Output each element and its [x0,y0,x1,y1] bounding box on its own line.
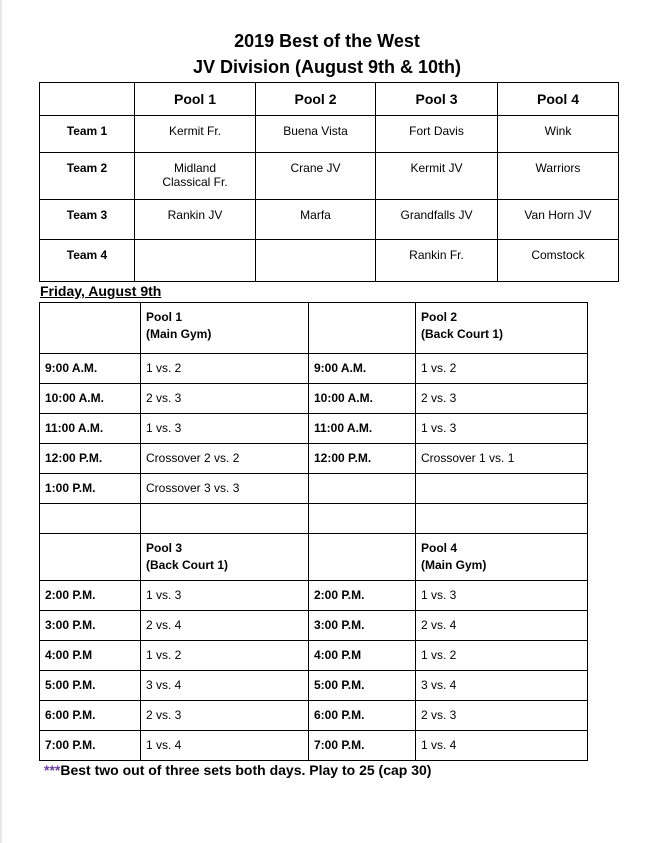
match-cell: 1 vs. 2 [416,641,588,671]
empty-cell [309,303,416,354]
match-row [40,671,588,701]
day-heading: Friday, August 9th [40,283,162,299]
team-row [40,116,619,153]
team-cell: Grandfalls JV [376,200,498,240]
match-cell: 2 vs. 4 [141,611,309,641]
team-label: Team 1 [40,116,135,153]
match-cell: 1 vs. 2 [141,354,309,384]
team-row [40,153,619,200]
match-cell: 2 vs. 3 [141,384,309,414]
match-cell: 1 vs. 4 [141,731,309,761]
pool-name: Pool 2 [421,310,458,324]
time-cell [40,504,141,534]
match-row [40,611,588,641]
time-cell: 10:00 A.M. [40,384,141,414]
time-cell: 3:00 P.M. [309,611,416,641]
match-cell: 2 vs. 3 [416,701,588,731]
match-row [40,414,588,444]
match-cell: 2 vs. 4 [416,611,588,641]
time-cell [309,474,416,504]
pool-header-cell [416,303,588,354]
match-row [40,384,588,414]
match-cell [416,504,588,534]
match-cell: Crossover 3 vs. 3 [141,474,309,504]
time-cell: 11:00 A.M. [40,414,141,444]
time-cell: 9:00 A.M. [40,354,141,384]
pool-court: (Main Gym) [421,558,487,572]
rules-note [44,762,431,778]
pool-header-cell: Pool 4 [498,83,619,116]
team-cell: Fort Davis [376,116,498,153]
time-cell: 9:00 A.M. [309,354,416,384]
title-line-2: JV Division (August 9th & 10th) [192,57,462,77]
match-cell: 2 vs. 3 [141,701,309,731]
schedule-table [39,302,588,761]
team-row [40,240,619,282]
team-cell: Crane JV [256,153,376,200]
match-row [40,354,588,384]
time-cell: 4:00 P.M [40,641,141,671]
team-row [40,200,619,240]
match-cell: 1 vs. 3 [141,581,309,611]
match-cell: 1 vs. 4 [416,731,588,761]
time-cell: 2:00 P.M. [309,581,416,611]
pool-header-cell [416,534,588,581]
note-stars: *** [44,762,61,778]
team-cell: Marfa [256,200,376,240]
empty-cell [40,303,141,354]
match-cell: 3 vs. 4 [141,671,309,701]
pool-name: Pool 1 [146,310,183,324]
match-row [40,641,588,671]
pool-court: (Back Court 1) [146,558,229,572]
time-cell: 1:00 P.M. [40,474,141,504]
time-cell: 6:00 P.M. [40,701,141,731]
match-row [40,504,588,534]
team-label: Team 4 [40,240,135,282]
team-cell [256,240,376,282]
team-cell: Warriors [498,153,619,200]
pool-name: Pool 4 [421,541,458,555]
time-cell: 12:00 P.M. [40,444,141,474]
time-cell: 2:00 P.M. [40,581,141,611]
team-cell: Buena Vista [256,116,376,153]
time-cell: 5:00 P.M. [40,671,141,701]
match-cell: Crossover 1 vs. 1 [416,444,588,474]
time-cell: 11:00 A.M. [309,414,416,444]
pool-header-row [40,534,588,581]
team-cell: Kermit Fr. [135,116,256,153]
pool-court: (Main Gym) [146,327,212,341]
match-cell: 1 vs. 2 [141,641,309,671]
time-cell: 7:00 P.M. [309,731,416,761]
note-text: Best two out of three sets both days. Play to 25 (cap 30) [60,762,432,778]
match-cell: 1 vs. 3 [416,414,588,444]
time-cell [309,504,416,534]
pool-header-cell: Pool 1 [135,83,256,116]
team-cell [135,240,256,282]
time-cell: 3:00 P.M. [40,611,141,641]
match-row [40,701,588,731]
team-label: Team 3 [40,200,135,240]
team-cell: Midland Classical Fr. [135,153,256,200]
match-cell: 1 vs. 2 [416,354,588,384]
pool-header-cell [141,303,309,354]
team-label: Team 2 [40,153,135,200]
pools-table [39,82,619,282]
title-line-1: 2019 Best of the West [234,31,420,51]
pool-header-cell: Pool 2 [256,83,376,116]
pool-header-cell [141,534,309,581]
match-cell: 1 vs. 3 [416,581,588,611]
pool-court: (Back Court 1) [421,327,504,341]
match-cell: 3 vs. 4 [416,671,588,701]
pool-header-cell: Pool 3 [376,83,498,116]
empty-cell [40,534,141,581]
time-cell: 10:00 A.M. [309,384,416,414]
team-cell: Rankin JV [135,200,256,240]
match-row [40,444,588,474]
match-row [40,474,588,504]
page-edge [0,0,2,843]
time-cell: 12:00 P.M. [309,444,416,474]
match-row [40,731,588,761]
time-cell: 6:00 P.M. [309,701,416,731]
empty-cell [309,534,416,581]
time-cell: 5:00 P.M. [309,671,416,701]
team-cell: Comstock [498,240,619,282]
pools-header-row [40,83,619,116]
match-cell [141,504,309,534]
match-cell: Crossover 2 vs. 2 [141,444,309,474]
time-cell: 4:00 P.M [309,641,416,671]
pool-header-cell [40,83,135,116]
team-cell: Kermit JV [376,153,498,200]
match-cell: 2 vs. 3 [416,384,588,414]
team-cell: Rankin Fr. [376,240,498,282]
team-cell: Van Horn JV [498,200,619,240]
match-row [40,581,588,611]
match-cell: 1 vs. 3 [141,414,309,444]
pool-header-row [40,303,588,354]
match-cell [416,474,588,504]
pool-name: Pool 3 [146,541,183,555]
time-cell: 7:00 P.M. [40,731,141,761]
team-cell: Wink [498,116,619,153]
